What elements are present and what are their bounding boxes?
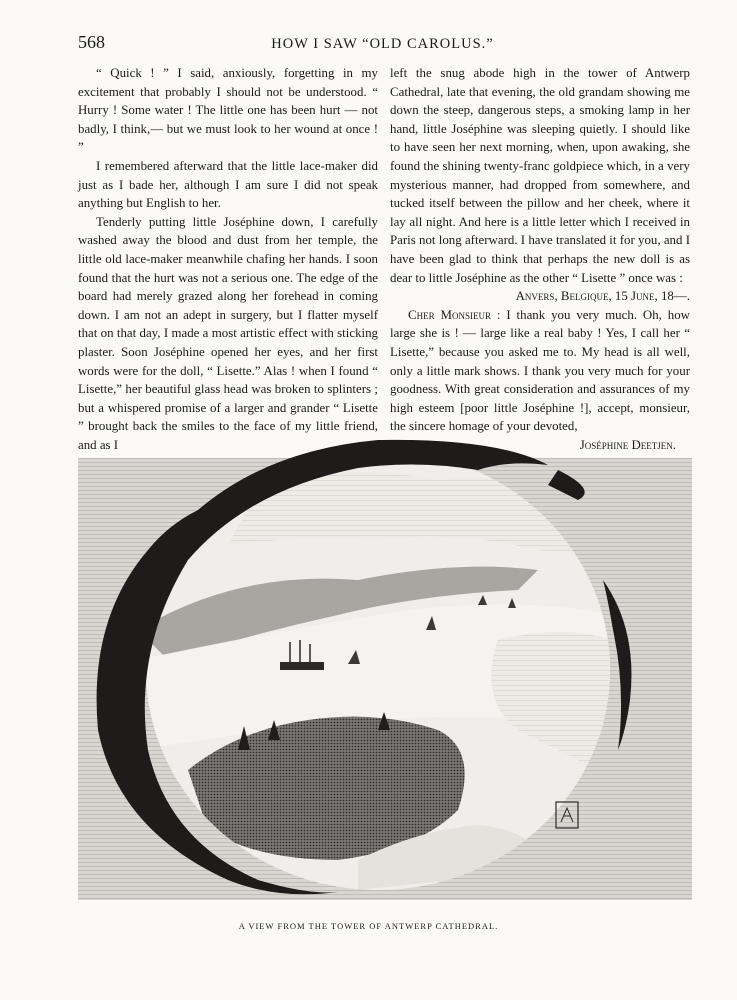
paragraph: Tenderly putting little Joséphine down, I carefully washed away the blood and dust from her temple, the little old lace-maker meanwhile chafing her hands. I soon found that the hurt was not a serious one. The edge of the board had merely grazed along her forehead in coming down. I am not an adept in surgery, but I flatter myself that on that day, I made a most artistic effect with sticking plaster. Soon Joséphine opened her eyes, and her first words were for the doll, “ Lisette.” Alas ! when I found “ Lisette,” her beautiful glass head was broken to splinters ; but a whispered promise of a larger and grander “ Lisette ” brought back the smiles to the face of my little friend, and as I (78, 214, 378, 452)
letter-signature: Joséphine Deetjen. (579, 437, 676, 452)
text-columns (78, 64, 691, 452)
paragraph: left the snug abode high in the tower of Antwerp Cathedral, late that evening, the old grandam showing me down the steep, dangerous steps, a smoking lamp in her hand, little Joséphine was sleeping quietly. I should like to have seen her next morning, when, upon awaking, she found the shining twenty-franc goldpiece which, in a very mysterious manner, had dropped from somewhere, and tucked itself between the pillow and her cheek, where it lay all night. And here is a little letter which I received in Paris not long afterward. I have translated it for you, and I have been glad to think that perhaps the new doll is as dear to little Joséphine as the other “ Lisette ” once was : (390, 66, 690, 285)
antwerp-view-engraving (78, 430, 692, 900)
left-column (78, 64, 378, 454)
right-column (390, 64, 690, 454)
paragraph: “ Quick ! ” I said, anxiously, forgetting in my excitement that probably I should not be understood. “ Hurry ! Some water ! The little one has been hurt — not badly, I think,— but we must look to her wound at once ! ” (78, 66, 378, 155)
page-number: 568 (78, 32, 105, 52)
letter-dateline: Anvers, Belgique, 15 June, 18—. (515, 289, 690, 304)
running-title: HOW I SAW “OLD CAROLUS.” (271, 36, 494, 52)
paragraph: I remembered afterward that the little lace-maker did just as I bade her, although I am sure I did not speak anything but English to her. (78, 158, 378, 211)
letter-text: : I thank you very much. Oh, how large she is ! — large like a real baby ! Yes, I call her “ Lisette,” because you asked me to. My head is all well, only a little mark shows. I thank you very much for your goodness. With great consideration and assurances of my high esteem [poor little Joséphine !], accept, monsieur, the sincere homage of your devoted, (390, 307, 690, 434)
page-header (78, 32, 687, 56)
letter-body (390, 306, 690, 436)
figure-caption: A VIEW FROM THE TOWER OF ANTWERP CATHEDRAL. (238, 921, 499, 931)
letter-salutation: Cher Monsieur (408, 307, 491, 322)
engraving-illustration (78, 430, 692, 900)
